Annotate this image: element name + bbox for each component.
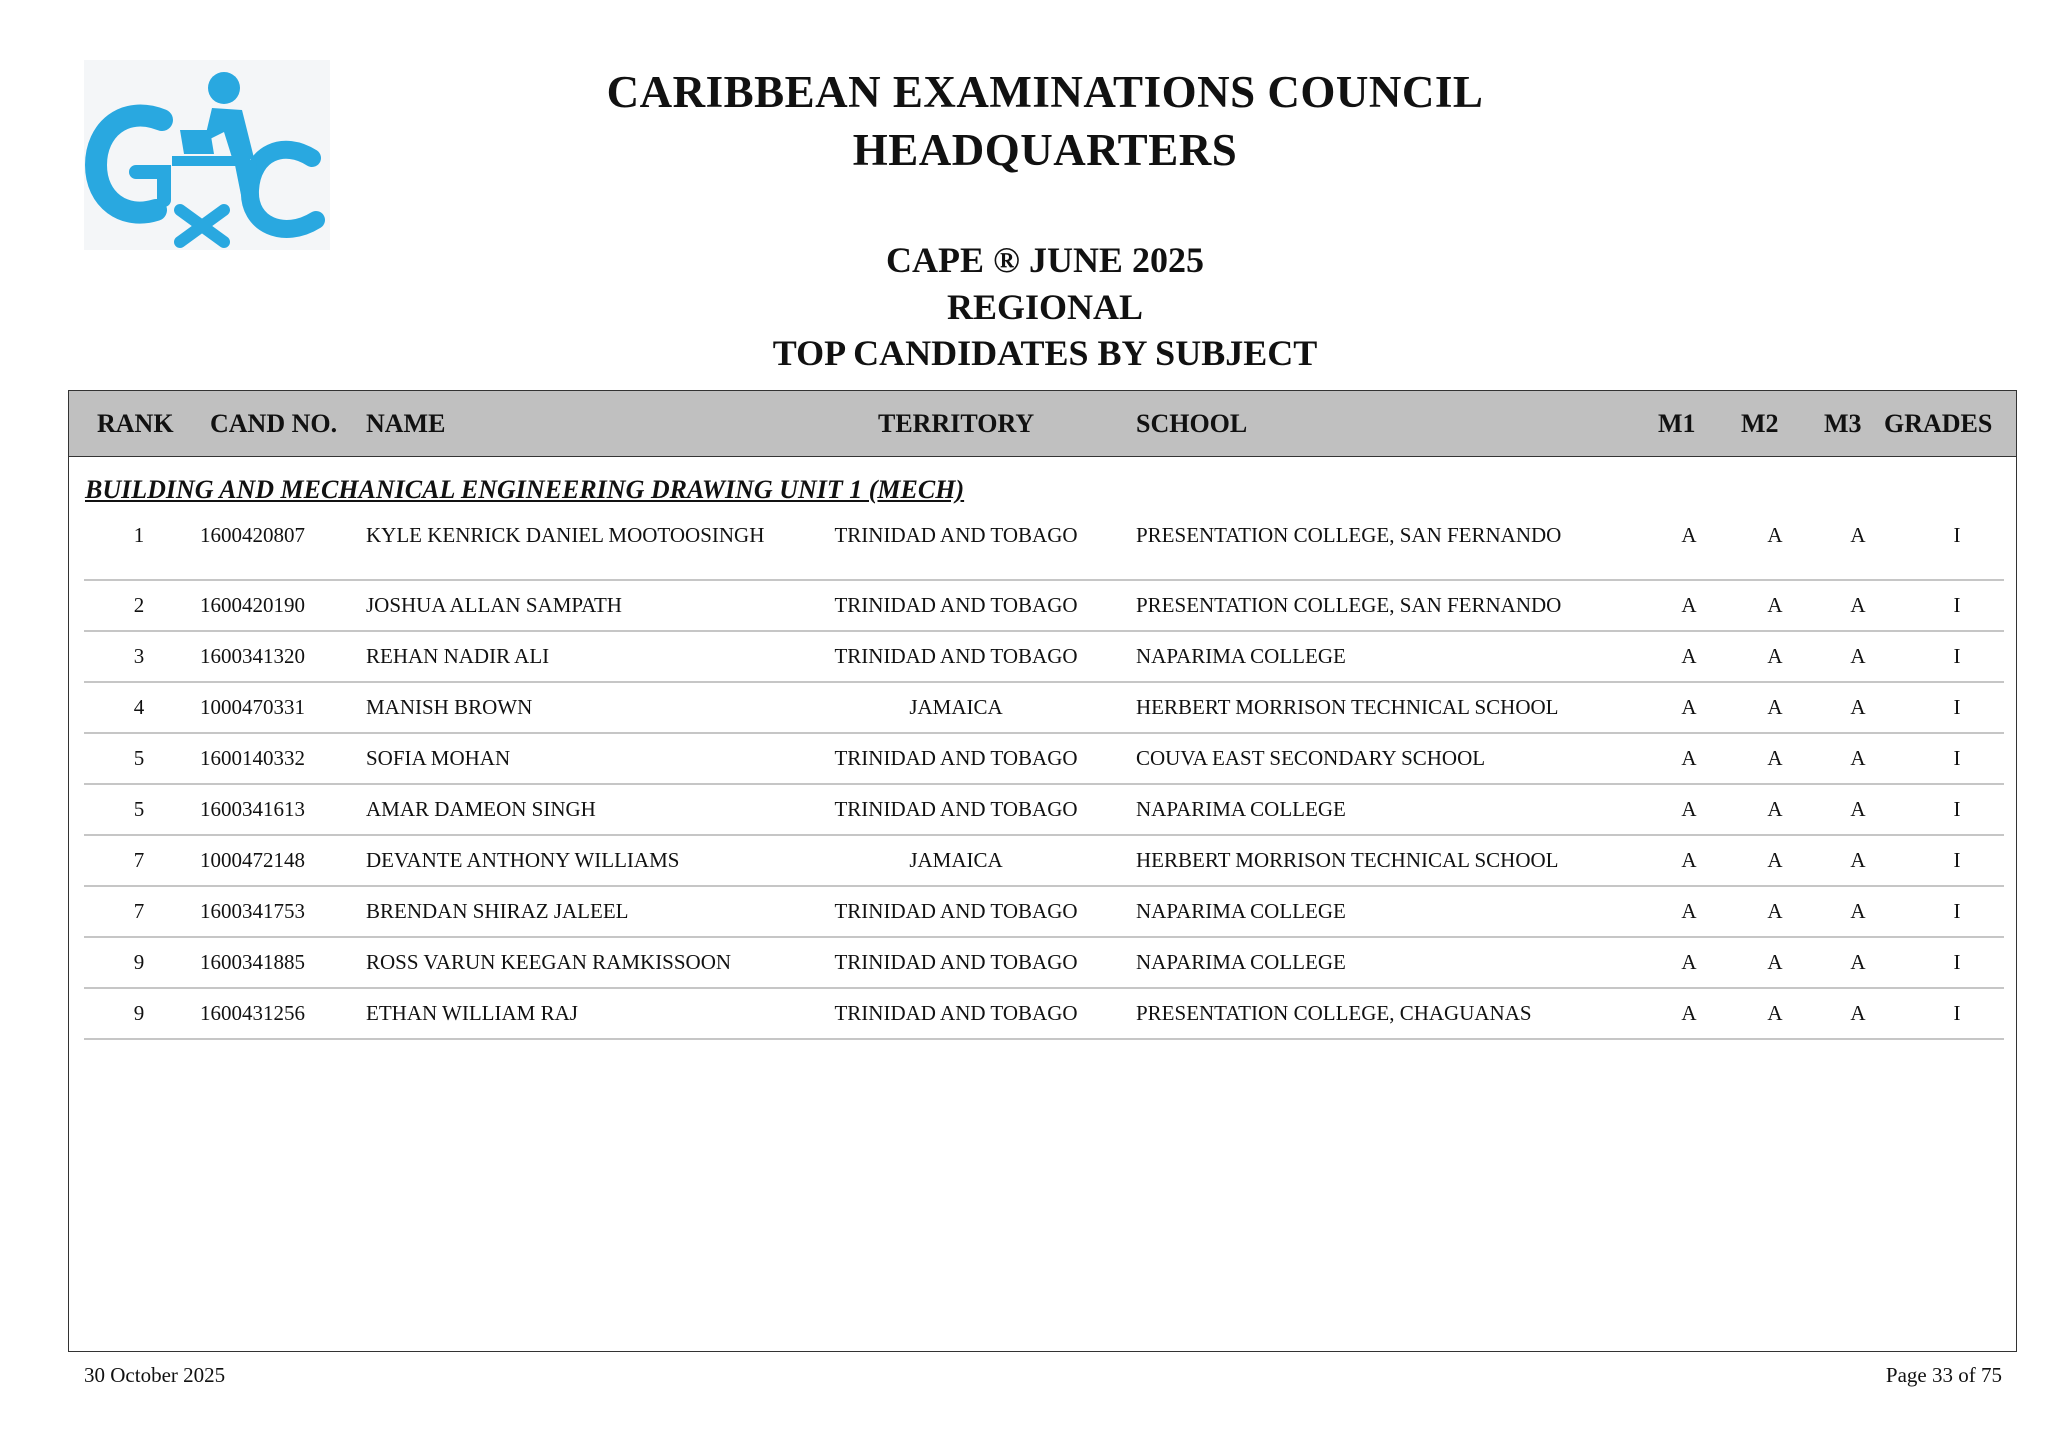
school-cell: NAPARIMA COLLEGE <box>1136 950 1346 974</box>
grade-cell: I <box>1953 899 1961 923</box>
rank-cell: 9 <box>133 950 145 974</box>
territory-cell: TRINIDAD AND TOBAGO <box>834 1001 1078 1025</box>
name-cell: JOSHUA ALLAN SAMPATH <box>366 593 622 617</box>
m1-cell: A <box>1681 593 1697 617</box>
grade-cell: I <box>1953 644 1961 668</box>
table-row <box>84 836 2004 887</box>
school-cell: COUVA EAST SECONDARY SCHOOL <box>1136 746 1486 770</box>
grade-cell: I <box>1953 1001 1961 1025</box>
m2-cell: A <box>1767 1001 1783 1025</box>
territory-cell: TRINIDAD AND TOBAGO <box>834 797 1078 821</box>
m2-cell: A <box>1767 797 1783 821</box>
school-cell: NAPARIMA COLLEGE <box>1136 644 1346 668</box>
m3-cell: A <box>1850 523 1866 547</box>
name-cell: DEVANTE ANTHONY WILLIAMS <box>366 848 680 872</box>
col-header-name: NAME <box>366 409 446 438</box>
col-header-school: SCHOOL <box>1136 409 1248 438</box>
grade-cell: I <box>1953 695 1961 719</box>
cand-no-cell: 1600431256 <box>200 1001 305 1025</box>
m2-cell: A <box>1767 899 1783 923</box>
rank-cell: 7 <box>133 848 145 872</box>
table-row <box>84 581 2004 632</box>
m2-cell: A <box>1767 695 1783 719</box>
cand-no-cell: 1600420190 <box>200 593 305 617</box>
m3-cell: A <box>1850 746 1866 770</box>
name-cell: ROSS VARUN KEEGAN RAMKISSOON <box>366 950 732 974</box>
footer-date: 30 October 2025 <box>84 1363 226 1387</box>
school-cell: NAPARIMA COLLEGE <box>1136 899 1346 923</box>
territory-cell: TRINIDAD AND TOBAGO <box>834 523 1078 547</box>
rank-cell: 3 <box>133 644 145 668</box>
grade-cell: I <box>1953 746 1961 770</box>
m1-cell: A <box>1681 644 1697 668</box>
m1-cell: A <box>1681 695 1697 719</box>
school-cell: PRESENTATION COLLEGE, SAN FERNANDO <box>1136 593 1562 617</box>
name-cell: SOFIA MOHAN <box>366 746 511 770</box>
m3-cell: A <box>1850 797 1866 821</box>
school-cell: HERBERT MORRISON TECHNICAL SCHOOL <box>1136 848 1559 872</box>
cand-no-cell: 1600341885 <box>200 950 305 974</box>
col-header-cand-no: CAND NO. <box>210 409 338 438</box>
m2-cell: A <box>1767 848 1783 872</box>
table-header <box>69 391 2016 457</box>
cand-no-cell: 1600341320 <box>200 644 305 668</box>
name-cell: KYLE KENRICK DANIEL MOOTOOSINGH <box>366 523 765 547</box>
m1-cell: A <box>1681 899 1697 923</box>
table-row <box>84 511 2004 581</box>
m2-cell: A <box>1767 593 1783 617</box>
col-header-m1: M1 <box>1658 409 1696 438</box>
grade-cell: I <box>1953 593 1961 617</box>
table-row <box>84 887 2004 938</box>
name-cell: MANISH BROWN <box>366 695 533 719</box>
m3-cell: A <box>1850 899 1866 923</box>
cand-no-cell: 1600420807 <box>200 523 305 547</box>
territory-cell: TRINIDAD AND TOBAGO <box>834 593 1078 617</box>
rank-cell: 7 <box>133 899 145 923</box>
territory-cell: TRINIDAD AND TOBAGO <box>834 950 1078 974</box>
rank-cell: 4 <box>133 695 145 719</box>
m3-cell: A <box>1850 1001 1866 1025</box>
rank-cell: 1 <box>133 523 145 547</box>
m1-cell: A <box>1681 1001 1697 1025</box>
col-header-m2: M2 <box>1741 409 1779 438</box>
m3-cell: A <box>1850 593 1866 617</box>
table-row <box>84 785 2004 836</box>
cand-no-cell: 1600341753 <box>200 899 305 923</box>
m2-cell: A <box>1767 950 1783 974</box>
org-title: CARIBBEAN EXAMINATIONS COUNCIL <box>606 67 1484 117</box>
cand-no-cell: 1600140332 <box>200 746 305 770</box>
page-number: Page 33 of 75 <box>1885 1363 2002 1387</box>
territory-cell: TRINIDAD AND TOBAGO <box>834 899 1078 923</box>
col-header-territory: TERRITORY <box>878 409 1035 438</box>
rank-cell: 2 <box>133 593 145 617</box>
exam-title: CAPE ® JUNE 2025 <box>886 240 1204 280</box>
territory-cell: TRINIDAD AND TOBAGO <box>834 644 1078 668</box>
m2-cell: A <box>1767 746 1783 770</box>
rank-cell: 9 <box>133 1001 145 1025</box>
territory-cell: JAMAICA <box>909 848 1003 872</box>
m1-cell: A <box>1681 848 1697 872</box>
rank-cell: 5 <box>133 797 145 821</box>
m2-cell: A <box>1767 644 1783 668</box>
m2-cell: A <box>1767 523 1783 547</box>
name-cell: BRENDAN SHIRAZ JALEEL <box>366 899 629 923</box>
name-cell: REHAN NADIR ALI <box>366 644 550 668</box>
grade-cell: I <box>1953 848 1961 872</box>
org-subtitle: HEADQUARTERS <box>852 125 1238 175</box>
grade-cell: I <box>1953 950 1961 974</box>
m3-cell: A <box>1850 695 1866 719</box>
name-cell: AMAR DAMEON SINGH <box>366 797 596 821</box>
col-header-grades: GRADES <box>1884 409 1993 438</box>
table-row <box>84 938 2004 989</box>
col-header-rank: RANK <box>97 409 174 438</box>
cand-no-cell: 1000470331 <box>200 695 305 719</box>
grade-cell: I <box>1953 523 1961 547</box>
table-row <box>84 632 2004 683</box>
cand-no-cell: 1600341613 <box>200 797 305 821</box>
cand-no-cell: 1000472148 <box>200 848 305 872</box>
m1-cell: A <box>1681 746 1697 770</box>
table-row <box>84 989 2004 1040</box>
grade-cell: I <box>1953 797 1961 821</box>
school-cell: HERBERT MORRISON TECHNICAL SCHOOL <box>1136 695 1559 719</box>
col-header-m3: M3 <box>1824 409 1862 438</box>
subject-title: BUILDING AND MECHANICAL ENGINEERING DRAWING UNIT 1 (MECH) <box>85 475 965 504</box>
region-title: REGIONAL <box>946 287 1144 327</box>
territory-cell: TRINIDAD AND TOBAGO <box>834 746 1078 770</box>
table-row <box>84 683 2004 734</box>
m1-cell: A <box>1681 950 1697 974</box>
name-cell: ETHAN WILLIAM RAJ <box>366 1001 578 1025</box>
table-row <box>84 734 2004 785</box>
school-cell: PRESENTATION COLLEGE, CHAGUANAS <box>1136 1001 1532 1025</box>
report-title: TOP CANDIDATES BY SUBJECT <box>772 333 1318 373</box>
territory-cell: JAMAICA <box>909 695 1003 719</box>
rank-cell: 5 <box>133 746 145 770</box>
m3-cell: A <box>1850 950 1866 974</box>
results-table <box>68 390 2017 1352</box>
m3-cell: A <box>1850 848 1866 872</box>
m3-cell: A <box>1850 644 1866 668</box>
school-cell: NAPARIMA COLLEGE <box>1136 797 1346 821</box>
school-cell: PRESENTATION COLLEGE, SAN FERNANDO <box>1136 523 1562 547</box>
m1-cell: A <box>1681 523 1697 547</box>
m1-cell: A <box>1681 797 1697 821</box>
